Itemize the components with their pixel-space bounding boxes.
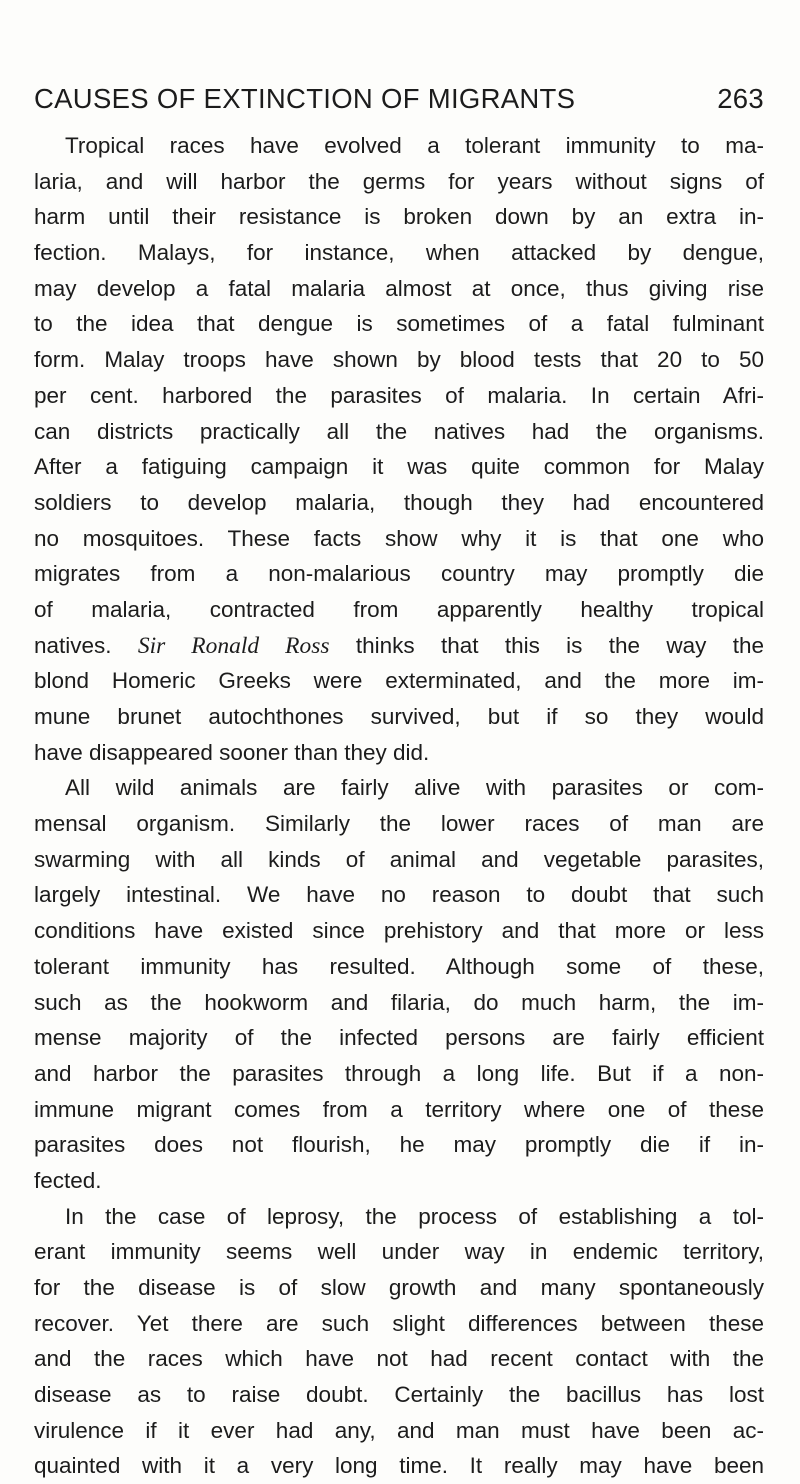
text-line: can districts practically all the natives had the organisms. — [34, 418, 764, 444]
text-line: erant immunity seems well under way in endemic territory, — [34, 1239, 764, 1265]
text-line: blond Homeric Greeks were exterminated, and the more im- — [34, 668, 764, 694]
text-line: All wild animals are fairly alive with parasites or com- — [65, 775, 764, 801]
text-line: fected. — [34, 1167, 102, 1193]
text-line: Tropical races have evolved a tolerant immunity to ma- — [65, 133, 764, 158]
person-name: Sir Ronald Ross — [137, 632, 330, 659]
running-title: CAUSES OF EXTINCTION OF MIGRANTS — [34, 83, 576, 114]
text-line: mune brunet autochthones survived, but if so they would — [34, 704, 764, 729]
text-line: In the case of leprosy, the process of establishing a tol- — [65, 1203, 764, 1229]
text-line: for the disease is of slow growth and many spontaneously — [34, 1275, 764, 1300]
text-line: virulence if it ever had any, and man must have been ac- — [34, 1417, 764, 1443]
text-line: disease as to raise doubt. Certainly the bacillus has lost — [34, 1382, 764, 1408]
text-line: of malaria, contracted from apparently healthy tropical — [34, 596, 764, 622]
text-line: no mosquitoes. These facts show why it is that one who — [34, 525, 764, 551]
body-text — [34, 128, 764, 1484]
text-line: After a fatiguing campaign it was quite common for Malay — [34, 454, 764, 480]
text-line: swarming with all kinds of animal and vegetable parasites, — [34, 846, 764, 872]
text-line: to the idea that dengue is sometimes of a fatal fulminant — [34, 311, 764, 337]
text-line: largely intestinal. We have no reason to doubt that such — [34, 882, 764, 908]
text-line: per cent. harbored the parasites of malaria. In certain Afri- — [34, 382, 764, 408]
text-line: harm until their resistance is broken down by an extra in- — [34, 204, 764, 230]
text-line: such as the hookworm and filaria, do much harm, the im- — [34, 989, 764, 1015]
line-text-before: natives. — [34, 632, 138, 658]
text-line-with-name — [34, 628, 764, 664]
text-line: mense majority of the infected persons are fairly efficient — [34, 1025, 764, 1051]
text-line: recover. Yet there are such slight differences between these — [34, 1310, 764, 1336]
text-line: parasites does not flourish, he may promptly die if in- — [34, 1132, 764, 1158]
page-number: 263 — [717, 83, 764, 114]
text-line: migrates from a non-malarious country may promptly die — [34, 561, 764, 587]
running-head — [34, 83, 764, 123]
text-line: laria, and will harbor the germs for years without signs of — [34, 168, 764, 194]
text-line: may develop a fatal malaria almost at once, thus giving rise — [34, 275, 764, 301]
text-line: have disappeared sooner than they did. — [34, 739, 430, 765]
text-line: tolerant immunity has resulted. Although some of these, — [34, 953, 764, 979]
text-line: and harbor the parasites through a long life. But if a non- — [34, 1060, 764, 1086]
text-line: and the races which have not had recent contact with the — [34, 1346, 764, 1372]
text-line: fection. Malays, for instance, when attacked by dengue, — [34, 240, 764, 266]
text-line: soldiers to develop malaria, though they had encountered — [34, 489, 764, 515]
text-line: mensal organism. Similarly the lower races of man are — [34, 811, 764, 837]
text-line: form. Malay troops have shown by blood tests that 20 to 50 — [34, 347, 764, 373]
text-line: immune migrant comes from a territory where one of these — [34, 1096, 764, 1122]
line-text-after: thinks that this is the way the — [329, 632, 764, 658]
text-line: quainted with it a very long time. It really may have been — [34, 1453, 764, 1479]
text-line: conditions have existed since prehistory and that more or less — [34, 918, 764, 944]
